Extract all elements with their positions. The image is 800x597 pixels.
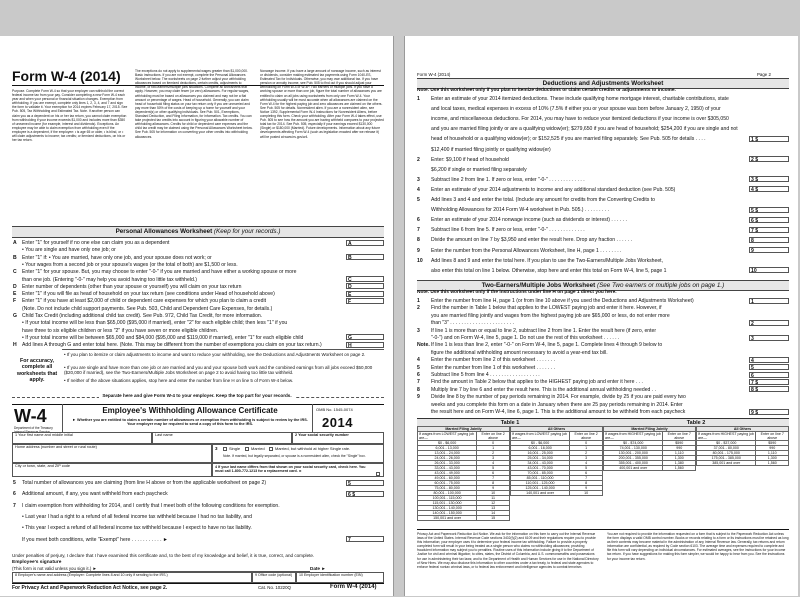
line-entry-box[interactable]: 7 $ — [749, 379, 789, 385]
cert-department: Department of the Treasury Internal Revenue Service — [14, 426, 53, 434]
table-cell-wages: 6,001 - 16,000 — [511, 446, 570, 451]
accuracy-label: For accuracy, complete all worksheets that apply. — [16, 358, 58, 384]
table-cell-value: 3 — [570, 456, 603, 461]
line-number: 2 — [417, 305, 420, 312]
table-cell-value: 1 — [477, 446, 510, 451]
table-cell-value: 1,380 — [663, 461, 696, 466]
line-number: 6 — [13, 491, 16, 498]
instructions-col-1: Purpose. Complete Form W-4 so that your employer can withhold the correct federal income tax from your pay. Consider completing a new Form W-4 each year and when your personal or financial situation changes. Exemption from withholding. If you are exempt, complete only lines 1, 2, 3, 4, and 7 and sign the form to validate it. Your exemption for 2014 expires February 17, 2015. See Pub. 505, Tax Withholding and Estimated Tax. Note. If another person can claim you as a dependent on his or her tax return, you cannot claim exemption from withholding if your income exceeds $1,000 and includes more than $350 of unearned income (for example, interest and dividends). Exceptions. An employee may be able to claim exemption from withholding even if the employee is a dependent, if the employee: • is age 65 or older, • is blind, or • will claim adjustments to income; tax credits; or itemized deductions, on his or her tax return. — [12, 89, 128, 143]
line-text: Add lines 3 and 4 and enter the total. (Include any amount for credits from the Converting Credits to — [431, 197, 655, 203]
table-cell-wages: 24,001 - 26,000 — [418, 456, 477, 461]
cert-divider-2 — [312, 404, 313, 432]
line-text: Enter the number from the Personal Allowances Worksheet, line H, page 1 . . . . . . . . — [431, 247, 622, 254]
line-text: Find the amount in Table 2 below that applies to the HIGHEST paying job and enter it here . . . — [431, 379, 643, 386]
line-text: Enter number of dependents (other than your spouse or yourself) you will claim on your tax return — [22, 283, 242, 290]
line-text: Total number of allowances you are claiming (from line H above or from the applicable worksheet on page 2) — [22, 480, 267, 486]
table-cell-value: 1,110 — [663, 451, 696, 456]
table-cell-value: 4 — [570, 461, 603, 466]
name-differs-checkbox[interactable] — [376, 472, 380, 476]
line-entry-box[interactable]: F — [346, 298, 384, 304]
table-cell-wages: 385,001 and over — [697, 461, 756, 466]
separation-note — [0, 393, 394, 398]
personal-allowances-header — [12, 226, 384, 238]
first-name-label: 1 Your first name and middle initial — [15, 433, 73, 437]
field-3-number: 3 — [215, 446, 218, 451]
table-cell-wages: 6,001 - 13,000 — [418, 446, 477, 451]
table-cell-value: 12 — [477, 501, 510, 506]
line-text: you are married filing jointly and wages from the highest paying job are $65,000 or less, do not enter more — [431, 312, 670, 319]
line-text: Enter: $9,100 if head of household — [431, 156, 509, 163]
table-cell-value: 11 — [477, 496, 510, 501]
omb-number: OMB No. 1545-0074 — [316, 407, 353, 412]
line-entry-box[interactable]: 7 $ — [749, 227, 789, 233]
table-header-wages: If wages from LOWEST paying job are— — [511, 432, 570, 441]
table-cell-value: 10 — [570, 491, 603, 496]
home-address-field[interactable] — [12, 444, 212, 463]
line-entry-box[interactable]: 7 — [346, 536, 384, 542]
line-text: Enter an estimate of your 2014 nonwage income (such as dividends or interest) . . . . . . — [431, 217, 627, 224]
table-cell-wages: 70,001 - 85,000 — [511, 471, 570, 476]
table-group-title: All Others — [697, 427, 789, 432]
name-differs-label: 4 If your last name differs from that shown on your social security card, check here. You must call 1-800-772-1213 for a replacement card. ► — [215, 465, 366, 474]
line-number: Note. — [417, 342, 430, 349]
table-cell-value: 9 — [570, 486, 603, 491]
table-2-married — [603, 426, 696, 471]
table-header-wages: If wages from HIGHEST paying job are— — [697, 432, 756, 441]
table-group-title: All Others — [511, 427, 603, 432]
line-entry-box[interactable]: B — [346, 254, 384, 260]
table-cell-value: 15 — [477, 516, 510, 521]
footer-rule — [12, 583, 384, 584]
two-earners-instructions: Note. Use this worksheet only if the instructions under line H on page 1 direct you here. — [417, 290, 617, 295]
line-text: I claim exemption from withholding for 2014, and I certify that I meet both of the following conditions for exemption. — [22, 502, 280, 509]
line-number: 2 — [417, 156, 420, 163]
table-row — [604, 466, 696, 471]
line-entry-box[interactable]: E — [346, 291, 384, 297]
privacy-notice-left: Privacy Act and Paperwork Reduction Act Notice. We ask for the information on this form to carry out the Internal Revenue laws of the United States. Internal Revenue Code sections 3402(f)(2) and 6109 and their regulations require you to provide this information; your employer uses it to determine your federal income tax withholding. Failure to provide a properly completed form will result in your being treated as a single person who claims no withholding allowances; providing fraudulent information may subject you to penalties. Routine uses of this information include giving it to the Department of Justice for civil and criminal litigation; to cities, states, the District of Columbia, and U.S. commonwealths and possessions for use in administering their tax laws; and to the Department of Health and Human Services for use in the National Directory of New Hires. We may also disclose this information to other countries under a tax treaty, to federal and state agencies to enforce federal nontax criminal laws, or to federal law enforcement and intelligence agencies to combat terrorism. — [417, 532, 599, 569]
line-text: Withholding Allowances for 2014 Form W-4 worksheet in Pub. 505.) . . . . . . . . . — [431, 207, 609, 214]
table-cell-wages: $0 - $6,000 — [511, 441, 570, 446]
line-entry-box[interactable]: 5 $ — [749, 207, 789, 213]
perjury-statement: Under penalties of perjury, I declare that I have examined this certificate and, to the best of my knowledge and belief, it is true, correct, and complete. — [12, 553, 315, 558]
table-cell-wages: 200,001 - 355,000 — [604, 456, 663, 461]
line-number: 5 — [13, 480, 16, 486]
table-cell-value: 6 — [570, 471, 603, 476]
line-text: weeks and you complete this form on a date in January when there are 25 pay periods remaining in 2014. Enter — [431, 401, 683, 408]
line-number: A — [13, 240, 17, 246]
line-entry-box[interactable]: 3 $ — [749, 176, 789, 182]
line-text: Subtract line 2 from line 1. If zero or less, enter "-0-" . . . . . . . . . . . . . — [431, 176, 585, 183]
table-cell-value: 990 — [663, 446, 696, 451]
table-cell-wages: 80,001 - 100,000 — [418, 491, 477, 496]
table-cell-value: 1,300 — [756, 456, 789, 461]
two-earners-title: Two-Earners/Multiple Jobs Worksheet — [481, 282, 596, 289]
line-text: the result here and on Form W-4, line 6, page 1. This is the additional amount to be withheld from each paycheck — [431, 409, 686, 415]
line-number: H — [13, 342, 17, 349]
table-cell-wages: 100,001 - 115,000 — [418, 496, 477, 501]
ein-label: 10 Employer identification number (EIN) — [299, 573, 363, 577]
line-entry-box[interactable]: H — [346, 342, 384, 348]
personal-allowances-note: (Keep for your records.) — [213, 228, 281, 235]
table-cell-value: 3 — [477, 456, 510, 461]
line-text: $12,400 if married filing jointly or qualifying widow(er) — [431, 146, 551, 153]
page2-page-number: Page 2 — [757, 72, 771, 77]
line-entry-box[interactable]: 3 — [749, 335, 789, 341]
table-header-enter: Enter on line 2 above — [477, 432, 510, 441]
table-header-wages: If wages from HIGHEST paying job are— — [604, 432, 663, 441]
line-number: 7 — [417, 227, 420, 234]
employer-name-field[interactable] — [12, 572, 252, 583]
table-header-enter: Enter on line 7 above — [663, 432, 696, 441]
line-number: 3 — [417, 327, 420, 334]
deductions-note: Note. Use this worksheet only if you plan to itemize deductions or claim certain credits or adjustments to income. — [417, 88, 676, 93]
table-cell-value: 13 — [477, 506, 510, 511]
table-cell-wages: 37,001 - 80,000 — [697, 446, 756, 451]
line-text: If line 1 is less than line 2, enter "-0-" on Form W-4, line 5, page 1. Complete lines 4 through 9 below to — [431, 342, 663, 349]
line-entry-box[interactable]: C — [346, 276, 384, 282]
line-entry-box[interactable]: 2 $ — [749, 156, 789, 162]
table-cell-wages: 140,001 - 150,000 — [418, 511, 477, 516]
line-entry-box[interactable]: 5 — [749, 364, 789, 370]
line-text: have three to six eligible children or less "2" if you have seven or more eligible children. — [22, 327, 219, 334]
line-text: • Last year I had a right to a refund of all federal income tax withheld because I had no tax liability, and — [22, 513, 252, 520]
table-cell-wages: 43,001 - 49,000 — [418, 471, 477, 476]
table-cell-wages: 16,001 - 25,000 — [511, 451, 570, 456]
married-higher-label: Married, but withhold at higher Single rate. — [275, 446, 351, 451]
table-2-title: Table 2 — [603, 418, 789, 427]
form-page-2 — [404, 36, 798, 596]
table-cell-value: 4 — [477, 461, 510, 466]
table-cell-value: 10 — [477, 491, 510, 496]
table-cell-wages: 150,001 and over — [418, 516, 477, 521]
table-header-wages: If wages from LOWEST paying job are— — [418, 432, 477, 441]
catalog-number: Cat. No. 10220Q — [258, 585, 291, 590]
table-cell-wages: 130,001 - 200,000 — [604, 451, 663, 456]
line-text: Divide line 8 by the number of pay periods remaining in 2014. For example, divide by 25 if you are paid every two — [431, 394, 686, 401]
table-cell-wages: 34,001 - 43,000 — [511, 461, 570, 466]
table-cell-value: 7 — [477, 476, 510, 481]
last-name-label: Last name — [155, 433, 173, 437]
line-text: Add lines A through G and enter total here. (Note. This may be different from the number of exemptions you claim on your tax return.) — [22, 342, 322, 349]
line-number: 1 — [417, 298, 420, 304]
table-cell-wages: 115,001 - 130,000 — [418, 501, 477, 506]
last-name-field[interactable] — [152, 432, 292, 444]
table-header-enter: Enter on line 7 above — [756, 432, 789, 441]
line-text: Enter the number from line 1 of this worksheet . . . . . . . — [431, 364, 556, 371]
line-entry-box[interactable]: 5 — [346, 480, 384, 486]
cert-top-rule — [12, 404, 384, 405]
page2-form-name: Form W-4 (2014) — [417, 72, 451, 77]
line-number: E — [13, 291, 17, 298]
line-text: also enter this total on line 1 below. Otherwise, stop here and enter this total on Form W-4, line 5, page 1 — [431, 267, 667, 274]
table-cell-value: 5 — [477, 466, 510, 471]
line-text: • If your total income will be between $65,000 and $84,000 ($95,000 and $119,000 if married), enter "1" for each eligible child — [22, 334, 304, 341]
married-higher-checkbox[interactable] — [269, 447, 273, 451]
line-text: Enter the number from line 2 of this worksheet . . . . . . . — [431, 357, 556, 364]
line-entry-box[interactable]: 9 $ — [749, 409, 789, 415]
accuracy-item: • If neither of the above situations applies, stop here and enter the number from line H on line 5 of Form W-4 below. — [64, 378, 294, 383]
table-group-title: Married Filing Jointly — [604, 427, 696, 432]
line-number: 9 — [417, 247, 420, 254]
line-text: Divide the amount on line 7 by $3,950 and enter the result here. Drop any fraction . . . . . . — [431, 237, 633, 244]
instructions-col-3: Nonwage income. If you have a large amount of nonwage income, such as interest or dividends, consider making estimated tax payments using Form 1040-ES, Estimated Tax for Individuals. Otherwise, you may owe additional tax. If you have pension or annuity income, see Pub. 505 to find out if you should adjust your withholding on Form W-4 or W-4P. Two earners or multiple jobs. If you have a working spouse or more than one job, figure the total number of allowances you are entitled to claim on all jobs using worksheets from only one Form W-4. Your withholding usually will be most accurate when all allowances are claimed on the Form W-4 for the highest paying job and zero allowances are claimed on the others. See Pub. 505 for details. Nonresident alien. If you are a nonresident alien, see Notice 1392, Supplemental Form W-4 Instructions for Nonresident Aliens, before completing this form. Check your withholding. After your Form W-4 takes effect, use Pub. 505 to see how the amount you are having withheld compares to your projected total tax for 2014. See Pub. 505, especially if your earnings exceed $130,000 (Single) or $180,000 (Married). Future developments. Information about any future developments affecting Form W-4 (such as legislation enacted after we release it) will be posted at www.irs.gov/w4. — [260, 69, 384, 139]
line-text: • If your total income will be less than $65,000 ($95,000 if married), enter "2" for each eligible child; then less "1" if you — [22, 320, 288, 327]
line-number: F — [13, 298, 17, 305]
table-cell-value: $590 — [756, 441, 789, 446]
table-cell-value: 0 — [477, 441, 510, 446]
instructions-col-2: The exceptions do not apply to supplemental wages greater than $1,000,000. Basic instructions. If you are not exempt, complete the Personal Allowances Worksheet below. The worksheets on page 2 further adjust your withholding allowances based on itemized deductions, certain credits, adjustments to income, or two-earners/multiple jobs situations. Complete all worksheets that apply. However, you may claim fewer (or zero) allowances. For regular wages, withholding must be based on allowances you claimed and may not be a flat amount or percentage of wages. Head of household. Generally, you can claim head of household filing status on your tax return only if you are unmarried and pay more than 50% of the costs of keeping up a home for yourself and your dependent(s) or other qualifying individuals. See Pub. 501, Exemptions, Standard Deduction, and Filing Information, for information. Tax credits. You can take projected tax credits into account in figuring your allowable number of withholding allowances. Credits for child or dependent care expenses and the child tax credit may be claimed using the Personal Allowances Worksheet below. See Pub. 505 for information on converting your other credits into withholding allowances. — [135, 69, 253, 139]
line-number: G — [13, 313, 17, 319]
table-row — [418, 516, 510, 521]
deductions-title: Deductions and Adjustments Worksheet — [542, 80, 664, 87]
line-number: 9 — [417, 394, 420, 401]
line-entry-box[interactable]: 8 $ — [749, 386, 789, 392]
table-cell-wages: 125,001 - 140,000 — [511, 486, 570, 491]
footer-form-name: Form W-4 (2014) — [330, 584, 377, 590]
cert-subtitle: ► Whether you are entitled to claim a certain number of allowances or exemption from withholding is subject to review by the IRS. Your employer may be required to send a copy of this form to the IRS. — [72, 418, 308, 427]
accuracy-top-rule — [62, 349, 384, 350]
table-cell-wages: 75,001 - 80,000 — [418, 486, 477, 491]
table-cell-value: 8 — [477, 481, 510, 486]
line-entry-box[interactable]: A — [346, 240, 384, 246]
line-text: Add lines 8 and 9 and enter the total here. If you plan to use the Two-Earners/Multiple Jobs Worksheet, — [431, 257, 663, 264]
single-checkbox[interactable] — [223, 447, 227, 451]
line-entry-box[interactable]: D — [346, 283, 384, 289]
privacy-top-rule — [417, 529, 789, 530]
line-text: Enter an estimate of your 2014 itemized deductions. These include qualifying home mortgage interest, charitable contributions, state — [431, 96, 729, 102]
table-row — [697, 461, 789, 466]
table-cell-value: 8 — [570, 481, 603, 486]
table-cell-value: 1 — [570, 446, 603, 451]
cert-year: 2014 — [322, 415, 353, 430]
table-cell-wages: $0 - $6,000 — [418, 441, 477, 446]
line-number: 5 — [417, 364, 420, 371]
line-text: Subtract line 5 from line 4 . . . . . . . . . . . . . . . . . . — [431, 372, 540, 378]
line-entry-box[interactable]: G — [346, 334, 384, 340]
line-entry-box[interactable]: 1 — [749, 298, 789, 304]
line-number: 3 — [417, 176, 420, 183]
line-text: "-0-") and on Form W-4, line 5, page 1. Do not use the rest of this worksheet . . . . . . — [431, 335, 620, 341]
table-cell-value: 2 — [570, 451, 603, 456]
line-number: 4 — [417, 357, 420, 364]
filing-status-note: Note. If married, but legally separated, or spouse is a nonresident alien, check the "Single" box. — [223, 454, 366, 458]
form-page-1 — [0, 36, 394, 596]
line-text: Enter "1" if you will file as head of household on your tax return (see conditions under Head of household above) — [22, 291, 275, 298]
line-number: 6 — [417, 372, 420, 378]
ein-field[interactable] — [296, 572, 384, 583]
privacy-footer-note: For Privacy Act and Paperwork Reduction Act Notice, see page 2. — [12, 585, 168, 591]
line-text: Find the number in Table 1 below that applies to the LOWEST paying job and enter it here. However, if — [431, 305, 662, 312]
table-cell-wages: 49,001 - 60,000 — [418, 476, 477, 481]
line-text: • Your wages from a second job or your spouse's wages (or the total of both) are $1,500 or less. — [22, 261, 238, 268]
table-cell-wages: 110,001 - 125,000 — [511, 481, 570, 486]
table-column-header — [511, 432, 603, 441]
table-cell-wages: 13,001 - 24,000 — [418, 451, 477, 456]
line-text: than one job. (Entering "-0-" may help you avoid having too little tax withheld.) — [22, 276, 197, 283]
line-number: 7 — [417, 379, 420, 386]
table-cell-wages: 74,001 - 130,000 — [604, 446, 663, 451]
line-text: Additional amount, if any, you want withheld from each paycheck — [22, 491, 168, 498]
separation-note-text: Separate here and give Form W-4 to your employer. Keep the top part for your records. — [99, 393, 294, 398]
line-text: Multiply line 7 by line 6 and enter the result here. This is the additional annual withholding needed . . — [431, 386, 657, 393]
table-cell-wages: 130,001 - 140,000 — [418, 506, 477, 511]
line-text: and local taxes, medical expenses in excess of 10% (7.5% if either you or your spouse was born before January 2, 1950) of your — [431, 106, 721, 113]
line-number: 1 — [417, 96, 420, 102]
date-label: Date ► — [310, 566, 326, 571]
table-2-others — [696, 426, 789, 466]
line-text: Enter "1" if you have at least $2,000 of child or dependent care expenses for which you plan to claim a credit — [22, 298, 267, 305]
line-number: D — [13, 283, 17, 290]
table-cell-wages: 175,001 - 385,000 — [697, 456, 756, 461]
personal-allowances-title: Personal Allowances Worksheet — [115, 228, 213, 235]
cert-form-number: W-4 — [14, 406, 47, 426]
married-checkbox[interactable] — [245, 447, 249, 451]
table-row — [511, 491, 603, 496]
table-cell-value: $590 — [663, 441, 696, 446]
table-cell-value: 0 — [570, 441, 603, 446]
line-text: Enter "1" for your spouse. But, you may choose to enter "-0-" if you are married and have either a working spouse or more — [22, 269, 297, 276]
table-cell-value: 990 — [756, 446, 789, 451]
line-number: B — [13, 254, 17, 261]
table-column-header — [418, 432, 510, 441]
table-cell-value: 7 — [570, 476, 603, 481]
table-cell-wages: 60,001 - 75,000 — [418, 481, 477, 486]
accuracy-item: • If you are single and have more than one job or are married and you and your spouse both work and the combined earnings from all jobs exceed $50,000 ($20,000 if married), see the Two-Earners/Multiple Jobs Worksheet on page 2 to avoid having too little tax withheld. — [64, 365, 373, 376]
line-text: figure the additional withholding amount necessary to avoid a year-end tax bill. — [431, 349, 608, 356]
table-cell-value: 1,560 — [756, 461, 789, 466]
table-1-married — [417, 426, 510, 521]
table-cell-wages: 33,001 - 43,000 — [418, 466, 477, 471]
home-address-label: Home address (number and street or rural route) — [15, 445, 97, 449]
table-cell-value: 14 — [477, 511, 510, 516]
line-text: than "3" . . . . . . . . . . . . . . . . . . . . . . . — [431, 320, 514, 327]
line-number: 10 — [417, 257, 423, 264]
cert-title: Employee's Withholding Allowance Certificate — [102, 406, 278, 415]
cert-divider-1 — [62, 404, 63, 432]
line-text: head of household or a qualifying widow(er); or $152,525 if you are married filing separately. See Pub. 505 for details . . . . — [431, 136, 706, 143]
office-code-field[interactable] — [252, 572, 296, 583]
line-entry-box[interactable]: 4 $ — [749, 186, 789, 192]
line-number: 5 — [417, 197, 420, 203]
line-entry-box[interactable]: 4 — [749, 357, 789, 363]
city-state-zip-label: City or town, state, and ZIP code — [15, 464, 71, 468]
table-cell-wages: 25,001 - 34,000 — [511, 456, 570, 461]
line-number: 6 — [417, 217, 420, 224]
table-cell-wages: 80,001 - 175,000 — [697, 451, 756, 456]
line-number: C — [13, 269, 17, 276]
line-text: (Note. Do not include child support payments. See Pub. 503, Child and Dependent Care Expenses, for details.) — [22, 305, 273, 312]
table-cell-value: 1,300 — [663, 456, 696, 461]
line-entry-box[interactable]: 9 — [749, 247, 789, 253]
line-text: $6,200 if single or married filing separately — [431, 166, 527, 173]
table-cell-value: 1,110 — [756, 451, 789, 456]
line-text: If line 1 is more than or equal to line 2, subtract line 2 from line 1. Enter the result here (if zero, enter — [431, 327, 657, 334]
line-entry-box[interactable]: 2 — [749, 320, 789, 326]
line-text: Enter the number from line H, page 1 (or from line 10 above if you used the Deductions and Adjustments Worksheet) — [431, 298, 694, 304]
first-name-field[interactable] — [12, 432, 152, 444]
table-header-enter: Enter on line 2 above — [570, 432, 603, 441]
line-text: Enter an estimate of your 2014 adjustments to income and any additional standard deduction (see Pub. 505) — [431, 186, 676, 193]
line-number: 4 — [417, 186, 420, 193]
line-text: If you meet both conditions, write "Exempt" here . . . . . . . . . . . ► — [22, 536, 168, 543]
line-text: income, and miscellaneous deductions. For 2014, you may have to reduce your itemized deductions if your income is over $305,050 — [431, 116, 729, 123]
filing-status-field — [212, 444, 384, 463]
line-entry-box[interactable]: 6 $ — [749, 217, 789, 223]
table-cell-value: 2 — [477, 451, 510, 456]
table-1-title: Table 1 — [417, 418, 603, 427]
table-cell-wages: 140,001 and over — [511, 491, 570, 496]
single-label: Single — [229, 446, 241, 451]
employer-name-label: 8 Employer's name and address (Employer: Complete lines 8 and 10 only if sending to the IRS.) — [15, 573, 168, 577]
table-group-title: Married Filing Jointly — [418, 427, 510, 432]
ssn-field[interactable] — [292, 432, 384, 444]
signature-note: (This form is not valid unless you sign it.) ► — [12, 566, 97, 571]
privacy-notice-right: You are not required to provide the information requested on a form that is subject to the Paperwork Reduction Act unless the form displays a valid OMB control number. Books or records relating to a form or its instructions must be retained as long as their contents may become material in the administration of any Internal Revenue law. Generally, tax returns and return information are confidential, as required by Code section 6103. The average time and expenses required to complete and file this form will vary depending on individual circumstances. For estimated averages, see the instructions for your income tax return. If you have suggestions for making this form simpler, we would be happy to hear from you. See the instructions for your income tax return. — [607, 532, 789, 561]
line-entry-box[interactable]: 6 — [749, 372, 789, 378]
line-entry-box[interactable]: 8 — [749, 237, 789, 243]
table-cell-value: 5 — [570, 466, 603, 471]
line-text: • You are single and have only one job; or — [22, 247, 116, 254]
office-code-label: 9 Office code (optional) — [255, 573, 293, 577]
table-cell-wages: 26,001 - 33,000 — [418, 461, 477, 466]
line-entry-box[interactable]: 6 $ — [346, 491, 384, 497]
table-column-header — [604, 432, 696, 441]
line-number: 7 — [13, 502, 16, 509]
table-cell-wages: 355,001 - 400,000 — [604, 461, 663, 466]
line-text: Enter "1" if: • You are married, have only one job, and your spouse does not work; or — [22, 254, 212, 261]
table-cell-wages: 85,001 - 110,000 — [511, 476, 570, 481]
line-text: Subtract line 6 from line 5. If zero or less, enter "-0-" . . . . . . . . . . . . . — [431, 227, 585, 234]
form-title: Form W-4 (2014) — [12, 68, 121, 84]
signature-label: Employee's signature — [12, 560, 62, 565]
table-cell-value: 9 — [477, 486, 510, 491]
ssn-label: 2 Your social security number — [295, 433, 349, 437]
table-cell-value: 6 — [477, 471, 510, 476]
line-text: Child Tax Credit (including additional child tax credit). See Pub. 972, Child Tax Credit, for more information. — [22, 313, 263, 319]
line-entry-box[interactable]: 10 — [749, 267, 789, 273]
table-cell-wages: $0 - $37,000 — [697, 441, 756, 446]
table-cell-wages: 400,001 and over — [604, 466, 663, 471]
line-entry-box[interactable]: 1 $ — [749, 136, 789, 142]
accuracy-item: • If you plan to itemize or claim adjustments to income and want to reduce your withholding, see the Deductions and Adjustments Worksheet on page 2. — [64, 352, 366, 357]
city-state-zip-field[interactable] — [12, 463, 212, 477]
line-number: 8 — [417, 237, 420, 244]
table-cell-value: 1,560 — [663, 466, 696, 471]
table-cell-wages: 43,001 - 70,000 — [511, 466, 570, 471]
two-earners-note: (See Two earners or multiple jobs on page 1.) — [596, 282, 725, 289]
line-number: 8 — [417, 386, 420, 393]
table-cell-wages: $0 - $74,000 — [604, 441, 663, 446]
table-1-others — [510, 426, 603, 496]
line-text: and you are married filing jointly or are a qualifying widow(er); $279,650 if you are head of household; $254,200 if you are single and not — [431, 126, 738, 133]
table-column-header — [697, 432, 789, 441]
name-differs-field — [212, 463, 384, 477]
line-text: • This year I expect a refund of all federal income tax withheld because I expect to have no tax liability. — [22, 525, 252, 532]
line-text: Enter "1" for yourself if no one else can claim you as a dependent — [22, 240, 170, 246]
married-label: Married — [251, 446, 265, 451]
